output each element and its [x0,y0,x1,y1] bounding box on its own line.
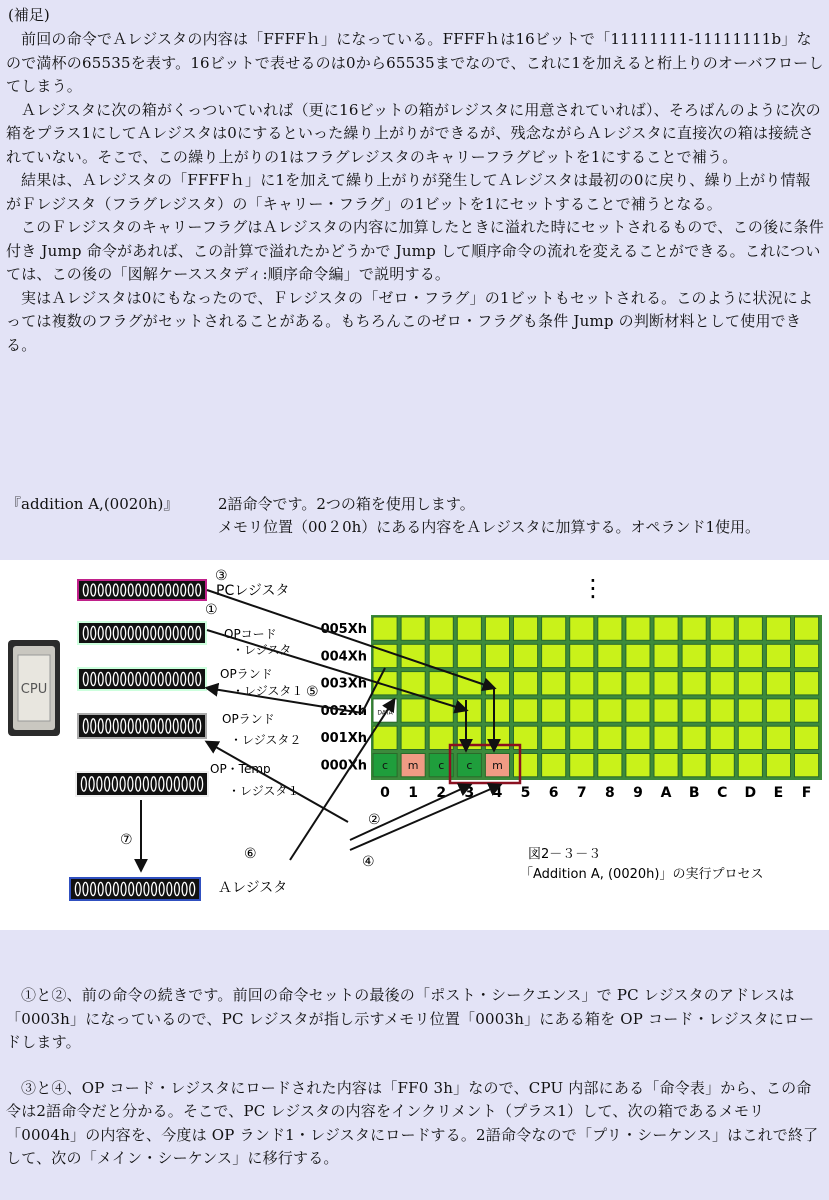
memory-cell [682,672,706,695]
a-register [70,878,200,900]
paragraph: ①と②、前の命令の続きです。前回の命令セットの最後の「ポスト・シークエンス」で PC レジスタのアドレスは「0003h」になっているので、PC レジスタが指し示すメモリ位置「0003h」にある箱を OP コード・レジスタにロードします。 [6,986,815,1051]
memory-row-label: 004Xh [320,649,367,665]
temp-register-label: OP・Temp [210,762,271,776]
memory-col-label: B [688,785,700,801]
memory-cell [682,754,706,777]
memory-cell [795,754,819,777]
memory-cell [570,672,594,695]
memory-cell [626,726,650,749]
paragraph: 前回の命令でＡレジスタの内容は「FFFFｈ」になっている。FFFFｈは16ビットで「11111111-11111111b」なので満杯の65535を表す。16ビットで表せるのは0から65535までなので、これに1を加えると桁上りのオーバフローしてしまう。 [6,30,824,95]
operand1-register-label: ・レジスタ１ [232,684,304,698]
memory-cell [598,672,622,695]
a-register-label: Ａレジスタ [218,880,288,896]
memory-cell [710,726,734,749]
memory-cell-label: m [492,759,503,773]
memory-cell [654,617,678,640]
memory-cell [514,644,538,667]
memory-col-label: 9 [633,785,643,801]
memory-cell [710,672,734,695]
memory-cell [570,617,594,640]
pc-register [78,580,206,600]
pc-register-label: PCレジスタ [216,583,290,599]
memory-cell [654,644,678,667]
memory-cell [542,726,566,749]
memory-cell-label: c [466,759,473,773]
memory-cell-label: c [382,759,389,773]
memory-cell-label: m [407,759,419,773]
supplement-body [6,28,824,357]
memory-cell [795,672,819,695]
operand1-register [78,668,206,690]
memory-cell [766,672,790,695]
memory-cell [485,699,509,722]
memory-cell [598,644,622,667]
memory-cell-label: DATA [377,709,393,717]
memory-cell [457,617,481,640]
temp-register [76,772,208,796]
instruction-name: 『addition A,(0020h)』 [6,495,179,513]
memory-cell [514,699,538,722]
figure-caption-number: 図2－３－３ [528,847,602,862]
memory-cell [682,726,706,749]
memory-cell [795,699,819,722]
step-marker-7: ⑦ [120,832,133,848]
memory-cell [542,672,566,695]
paragraph: ③と④、OP コード・レジスタにロードされた内容は「FF0 3h」なので、CPU 内部にある「命令表」から、この命令は2語命令だと分かる。そこで、PC レジスタの内容をインクリメント（プラス1）して、次の箱であるメモリ「0004h」の内容を、今度は OP ランド1・レジスタにロードする。2語命令なので「プリ・シーケンス」はこれで終了して、次の「メイン・シーケンス」に移行する。 [6,1078,819,1167]
memory-cell [766,617,790,640]
memory-row-label: 001Xh [320,731,367,747]
memory-cell [429,617,453,640]
memory-cell [457,644,481,667]
memory-cell [795,726,819,749]
memory-cell [485,672,509,695]
memory-cell [626,644,650,667]
memory-cell [401,726,425,749]
memory-cell [570,726,594,749]
memory-cell [570,754,594,777]
memory-cell [766,699,790,722]
memory-continues-ellipsis: ⋮ [581,574,605,602]
memory-cell [626,617,650,640]
instruction-desc-line: メモリ位置（00２0h）にある内容をＡレジスタに加算する。オペランド1使用。 [218,518,761,536]
memory-cell [682,617,706,640]
cpu-label: CPU [20,682,48,697]
instruction-description [218,493,760,539]
memory-cell [626,754,650,777]
memory-col-label: 4 [492,785,503,801]
memory-cell [738,617,762,640]
memory-cell [738,754,762,777]
memory-cell [429,644,453,667]
memory-cell [570,644,594,667]
memory-cell [542,699,566,722]
memory-cell [570,699,594,722]
memory-cell [654,754,678,777]
memory-cell [598,726,622,749]
memory-col-label: D [744,785,757,801]
memory-cell [654,726,678,749]
memory-row-label: 003Xh [320,676,367,692]
step-marker-2: ② [368,812,381,828]
memory-cell [542,644,566,667]
opcode-register [78,622,206,644]
memory-cell [738,644,762,667]
opcode-register-label: OPコード [224,627,277,641]
memory-cell [542,754,566,777]
memory-cell [738,672,762,695]
memory-cell [710,754,734,777]
memory-cell [514,754,538,777]
opcode-register-label: ・レジスタ [232,643,292,657]
memory-cell [654,699,678,722]
operand2-register-label: OPランド [222,712,275,726]
step-marker-4: ④ [362,854,375,870]
memory-col-label: C [717,785,728,801]
memory-cell [542,617,566,640]
memory-cell [738,726,762,749]
figure-caption-title: 「Addition A, (0020h)」の実行プロセス [520,867,764,882]
memory-cell [485,617,509,640]
paragraph: 結果は、Ａレジスタの「FFFFｈ」に1を加えて繰り上がりが発生してＡレジスタは最初の0に戻り、繰り上がり情報がＦレジスタ（フラグレジスタ）の「キャリー・フラグ」の1ビットを1にセットすることで補うとなる。 [6,171,811,213]
operand1-register-label: OPランド [220,667,273,681]
memory-col-label: 8 [604,785,615,801]
memory-col-label: A [660,785,672,801]
memory-col-label: E [773,785,784,801]
step-marker-5: ⑤ [306,684,319,700]
memory-cell [626,699,650,722]
memory-cell [654,672,678,695]
memory-cell [373,726,397,749]
memory-cell [598,754,622,777]
memory-cell [514,617,538,640]
memory-row-label: 000Xh [320,758,367,774]
memory-row-label: 005Xh [320,622,367,637]
memory-cell [598,617,622,640]
cpu-chip-icon [8,640,60,736]
memory-col-label: 1 [408,785,419,801]
memory-cell [738,699,762,722]
memory-cell [710,644,734,667]
memory-cell [598,699,622,722]
memory-cell [710,617,734,640]
supplement-title: (補足) [8,6,50,24]
operand2-register [78,714,206,738]
memory-cell [401,617,425,640]
memory-cell [766,754,790,777]
step-marker-6: ⑥ [244,846,257,862]
paragraph: このＦレジスタのキャリーフラグはＡレジスタの内容に加算したときに溢れた時にセットされるもので、この後に条件付き Jump 命令があれば、この計算で溢れたかどうかで Jump して順序命令の流れを変えることができる。これについては、この後の「図解ケーススタディ:順序命令編」で説明する。 [6,218,824,283]
memory-cell [514,672,538,695]
memory-cell [795,617,819,640]
step-marker-1: ① [205,602,218,618]
memory-cell [457,699,481,722]
paragraph: Ａレジスタに次の箱がくっついていれば（更に16ビットの箱がレジスタに用意されていれば）、そろばんのように次の箱をプラス1にしてＡレジスタは0にするといった繰り上がりができるが、残念ながらＡレジスタに直接次の箱は接続されていない。そこで、この繰り上がりの1はフラグレジスタのキャリーフラグビットを1にすることで補う。 [6,100,821,166]
memory-col-label: 7 [576,785,587,801]
memory-cell [401,699,425,722]
temp-register-label: ・レジスタ１ [228,784,300,798]
memory-col-label: 5 [520,785,531,801]
memory-cell [682,644,706,667]
addition-process-figure [0,560,829,930]
memory-row-label: 002Xh [320,703,367,719]
step-marker-3: ③ [215,568,228,584]
memory-cell [710,699,734,722]
explanation-body [6,984,824,1193]
memory-cell [485,644,509,667]
memory-cell [766,726,790,749]
memory-col-label: 2 [436,785,447,801]
instruction-desc-line: 2語命令です。2つの箱を使用します。 [218,495,475,513]
memory-col-label: 0 [380,785,390,801]
memory-cell [795,644,819,667]
memory-cell [373,617,397,640]
memory-cell [682,699,706,722]
memory-cell [626,672,650,695]
paragraph: 実はＡレジスタは0にもなったので、Ｆレジスタの「ゼロ・フラグ」の1ビットもセットされる。このように状況によっては複数のフラグがセットされることがある。もちろんこのゼロ・フラグも条件 Jump の判断材料として使用できる。 [6,288,814,354]
memory-col-label: F [801,785,812,801]
memory-cell-label: c [438,759,445,773]
memory-col-label: 6 [548,785,559,801]
memory-cell [429,672,453,695]
memory-col-label: 3 [464,785,475,801]
memory-cell [766,644,790,667]
operand2-register-label: ・レジスタ２ [230,733,302,747]
